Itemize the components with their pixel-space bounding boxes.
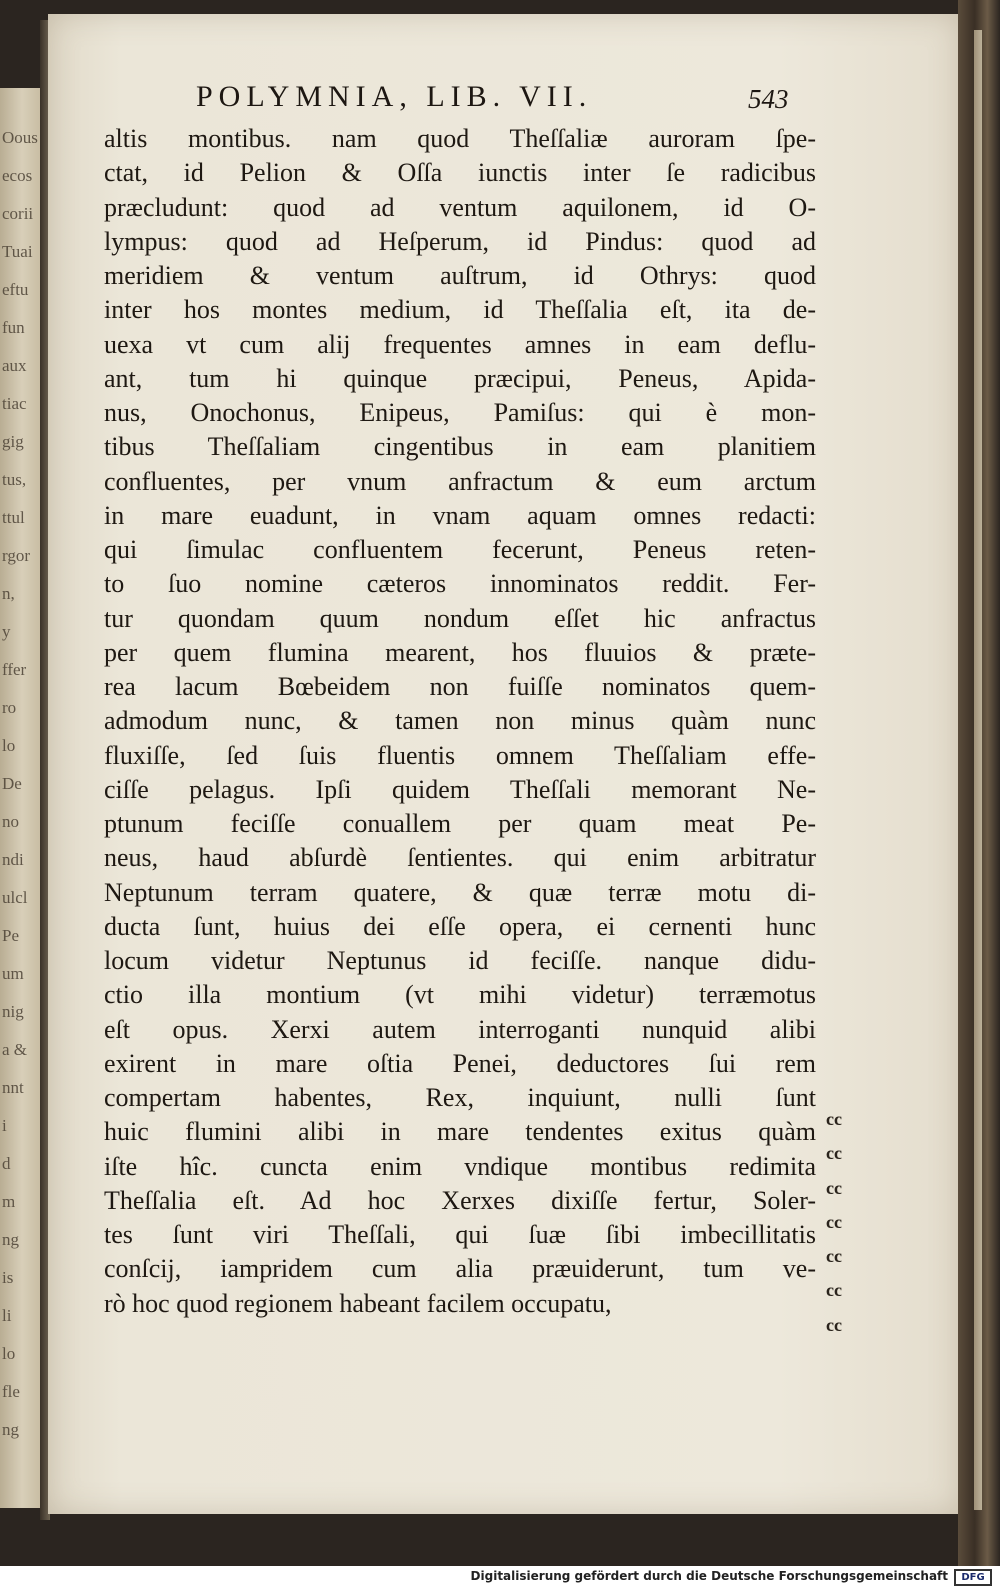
text-line: meridiem & ventum auſtrum, id Othrys: quod xyxy=(104,261,816,290)
adjacent-page-text-fragment: fun xyxy=(2,318,25,337)
text-line: exirent in mare oſtia Penei, deductores ſui rem xyxy=(104,1048,816,1078)
adjacent-page-text-fragment: ffer xyxy=(2,660,27,679)
text-line: compertam habentes, Rex, inquiunt, nulli ſunt xyxy=(104,1083,816,1112)
adjacent-page-text-fragment: nnt xyxy=(2,1078,24,1097)
text-line: iſte hîc. cuncta enim vndique montibus redimita xyxy=(104,1151,816,1181)
text-line: huic flumini alibi in mare tendentes exitus quàm xyxy=(104,1117,816,1147)
running-head: POLYMNIA, LIB. VII. xyxy=(196,80,593,113)
page-edge-highlight xyxy=(974,30,982,1510)
adjacent-page-text-fragment: corii xyxy=(2,204,34,223)
adjacent-page-text-fragment: ng xyxy=(2,1420,19,1439)
quotation-mark: cc xyxy=(826,1109,842,1129)
adjacent-page-edge xyxy=(0,88,40,1508)
text-line: ducta ſunt, huius dei eſſe opera, ei cernenti hunc xyxy=(104,911,816,941)
adjacent-page-text-fragment: ulcl xyxy=(2,888,28,907)
text-line: ciſſe pelagus. Ipſi quidem Theſſali memorant Ne- xyxy=(104,774,816,804)
book-page xyxy=(48,14,960,1514)
adjacent-page-text-fragment: tiac xyxy=(2,394,27,413)
adjacent-page-text-fragment: ng xyxy=(2,1230,19,1249)
adjacent-page-text-fragment: ttul xyxy=(2,508,25,527)
text-line: eſt opus. Xerxi autem interroganti nunquid alibi xyxy=(104,1014,816,1044)
quotation-mark: cc xyxy=(826,1280,842,1301)
text-line: ctio illa montium (vt mihi videtur) terræmotus xyxy=(104,980,816,1010)
adjacent-page-text-fragment: gig xyxy=(2,432,24,451)
adjacent-page-text-fragment: Oous xyxy=(2,128,38,147)
adjacent-page-text-fragment: ro xyxy=(2,698,17,717)
text-line: rea lacum Bœbeidem non fuiſſe nominatos quem- xyxy=(104,672,816,701)
text-line: neus, haud abſurdè ſentientes. qui enim arbitratur xyxy=(104,843,816,873)
adjacent-page-text-fragment: Tuai xyxy=(2,242,33,261)
digitization-footer xyxy=(0,1566,1000,1590)
text-line: Theſſalia eſt. Ad hoc Xerxes dixiſſe fertur, Soler- xyxy=(104,1185,816,1215)
text-line: tur quondam quum nondum eſſet hic anfractus xyxy=(104,603,816,633)
adjacent-page-text-fragment: um xyxy=(2,964,24,983)
text-line: admodum nunc, & tamen non minus quàm nunc xyxy=(104,706,816,736)
text-line: tibus Theſſaliam cingentibus in eam planitiem xyxy=(104,432,816,462)
text-line: uexa vt cum alij frequentes amnes in eam deflu- xyxy=(104,329,816,359)
body-text xyxy=(104,122,816,1321)
text-line: fluxiſſe, ſed ſuis fluentis omnem Theſſaliam effe- xyxy=(104,740,816,770)
adjacent-page-text-fragment: m xyxy=(2,1192,16,1211)
adjacent-page-text-fragment: d xyxy=(2,1154,11,1173)
adjacent-page-text-fragment: i xyxy=(2,1116,7,1135)
adjacent-page-text-fragment: tus, xyxy=(2,470,27,489)
text-line: Neptunum terram quatere, & quæ terræ motu di- xyxy=(104,877,816,907)
adjacent-page-text-fragment: rgor xyxy=(2,546,31,565)
adjacent-page-text-fragment: li xyxy=(2,1306,12,1325)
adjacent-page-text-fragment: nig xyxy=(2,1002,24,1021)
adjacent-page-text-fragment: is xyxy=(2,1268,14,1287)
text-line: lympus: quod ad Heſperum, id Pindus: quod ad xyxy=(104,226,816,256)
text-line: ant, tum hi quinque præcipui, Peneus, Apida- xyxy=(104,363,816,393)
adjacent-page-text-fragment: aux xyxy=(2,356,27,375)
quotation-mark: cc xyxy=(826,1143,842,1164)
quotation-mark: cc xyxy=(826,1211,842,1232)
text-line: inter hos montes medium, id Theſſalia eſt, ita de- xyxy=(104,295,816,325)
text-line: conſcij, iampridem cum alia præuiderunt, tum ve- xyxy=(104,1254,816,1284)
adjacent-page-text-fragment: eftu xyxy=(2,280,29,299)
quotation-mark: cc xyxy=(826,1314,842,1335)
text-line: nus, Onochonus, Enipeus, Pamiſus: qui è mon- xyxy=(104,398,816,427)
adjacent-page-text-fragment: lo xyxy=(2,736,16,755)
adjacent-page-text-fragment: no xyxy=(2,812,19,831)
text-line: to ſuo nomine cæteros innominatos reddit. Fer- xyxy=(104,569,816,599)
adjacent-page-text-fragment: lo xyxy=(2,1344,16,1363)
adjacent-page-text-fragment: Pe xyxy=(2,926,19,945)
text-line: locum videtur Neptunus id feciſſe. nanque didu- xyxy=(104,946,816,975)
text-line: in mare euadunt, in vnam aquam omnes redacti: xyxy=(104,500,816,530)
adjacent-page-text-fragment: y xyxy=(2,622,11,641)
text-line: qui ſimulac confluentem fecerunt, Peneus reten- xyxy=(104,535,816,564)
funding-credit: Digitalisierung gefördert durch die Deutsche Forschungsgemeinschaft xyxy=(470,1569,948,1583)
text-line: rò hoc quod regionem habeant facilem occupatu, xyxy=(104,1288,612,1318)
text-line: altis montibus. nam quod Theſſaliæ auroram ſpe- xyxy=(104,124,816,153)
quotation-mark: cc xyxy=(826,1177,842,1198)
dfg-logo: DFG xyxy=(954,1569,992,1586)
adjacent-page-text-fragment: De xyxy=(2,774,22,793)
text-line: præcludunt: quod ad ventum aquilonem, id O- xyxy=(104,192,816,222)
text-line: ctat, id Pelion & Oſſa iunctis inter ſe radicibus xyxy=(104,158,816,188)
quotation-marks-column xyxy=(826,1102,856,1342)
adjacent-page-text-fragment: n, xyxy=(2,584,15,603)
adjacent-page-text-fragment: a & xyxy=(2,1040,28,1059)
quotation-mark: cc xyxy=(826,1246,842,1266)
adjacent-page-text-fragment: fle xyxy=(2,1382,20,1401)
text-line: confluentes, per vnum anfractum & eum arctum xyxy=(104,466,816,496)
text-line: per quem flumina mearent, hos fluuios & præte- xyxy=(104,637,816,667)
adjacent-page-text-fragment: ecos xyxy=(2,166,33,185)
page-number: 543 xyxy=(748,84,789,114)
text-line: tes ſunt viri Theſſali, qui ſuæ ſibi imbecillitatis xyxy=(104,1220,816,1249)
text-line: ptunum feciſſe conuallem per quam meat Pe- xyxy=(104,809,816,838)
adjacent-page-text-fragment: ndi xyxy=(2,850,24,869)
